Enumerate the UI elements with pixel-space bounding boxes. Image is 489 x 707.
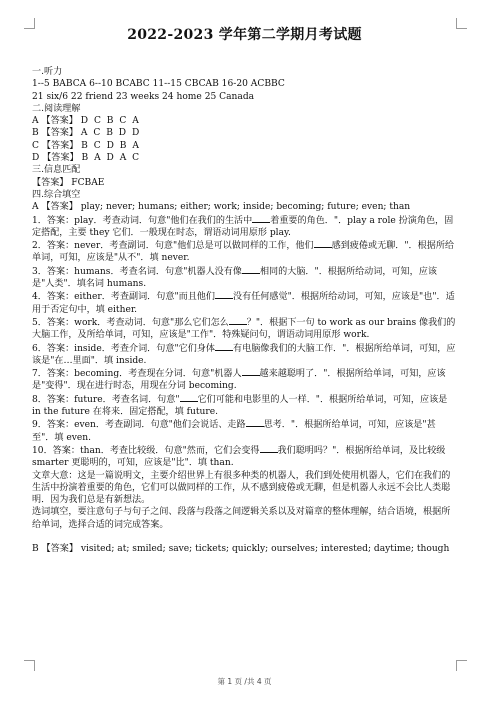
explanation-text: 它们可能和电影里的人一样．"．根据所给单词，可知，应该是 in the future 在将来．固定搭配，填 future. (32, 394, 448, 418)
blank-line (180, 393, 198, 402)
cloze-heading: 四.综合填空 (32, 189, 81, 200)
cloze-b-answers: B 【答案】 visited; at; smiled; save; tickets; quickly; ourselves; interested; daytime; though (32, 543, 450, 554)
matching-heading: 三.信息匹配 (32, 165, 81, 176)
explanation-text: 7．答案：becoming．考查现在分词．句意"机器人 (32, 369, 242, 380)
cloze-explanation-4 (32, 290, 457, 316)
answer-tag: 【答案】 (42, 153, 79, 164)
blank-line (242, 265, 260, 274)
reading-letter: C (32, 140, 39, 151)
reading-answer-b (32, 127, 457, 139)
explanation-text: 感到疲倦或无聊．"．根据所给单词，可知，应该是"从不"．填 never. (32, 241, 455, 264)
explanation-text: 着重要的角色．"．play a role 扮演角色，固定搭配，主要 they 它们．一般现在时态，谓语动词用原形 play. (32, 215, 454, 238)
explanation-text: 8．答案：future．考查名词．句意" (32, 394, 180, 405)
blank-line (242, 367, 260, 376)
blank-line (314, 239, 332, 248)
spacer (32, 531, 457, 543)
blank-line (252, 214, 270, 223)
explanation-text: 1．答案：play．考查动词．句意"他们在我们的生活中 (32, 215, 253, 226)
cloze-explanation-9 (32, 418, 457, 444)
listening-answers-line1: 1--5 BABCA 6--10 BCABC 11--15 CBCAB 16-20 ACBBC (32, 79, 285, 90)
explanation-text: 相同的大脑．"．根据所给动词，可知，应该是"人类"．填名词 humans. (32, 266, 437, 290)
cloze-explanation-8 (32, 393, 457, 419)
answer-tag: 【答案】 (41, 128, 78, 139)
answer-value: A C B D D (80, 128, 141, 139)
document-page (32, 24, 457, 555)
explanation-text: 我们聪明吗？"．根据所给单词，及比较级 smarter 更聪明的，可知，应该是"比"．填 than. (32, 445, 446, 469)
reading-answer-d (32, 152, 457, 164)
explanation-text: ？"．根据下一句 to work as our brains 像我们的大脑工作，及所给单词，可知，应该是"工作"．特殊疑问句，谓语动词用原形 work. (32, 317, 456, 341)
explanation-text: 没有任何感觉"．根据所给动词，可知，应该是"也"．适用于否定句中，填 either. (32, 292, 455, 315)
explanation-text: 6．答案：inside．考查介词．句意"它们身体 (32, 343, 216, 354)
answer-value: B A D A C (81, 153, 141, 164)
blank-line (215, 290, 233, 299)
cloze-section (32, 189, 457, 555)
explanation-text: 9．答案：even．考查副词．句意"他们会说话、走路 (32, 420, 246, 431)
cloze-explanation-3 (32, 265, 457, 291)
corner-mark-bottom-left (24, 660, 35, 671)
reading-letter: A (32, 116, 39, 127)
explanation-text: 3．答案：humans．考查名词．句意"机器人没有像 (32, 266, 242, 277)
corner-mark-top-right (456, 18, 467, 29)
explanation-text: 2．答案：never．考查副词．句意"他们总是可以做同样的工作，他们 (32, 241, 314, 252)
reading-letter: B (32, 128, 39, 139)
reading-answer-c (32, 140, 457, 152)
answer-value: D C B C A (80, 116, 141, 127)
matching-answer: 【答案】 FCBAE (32, 177, 105, 188)
matching-section (32, 164, 457, 189)
explanation-text: 有电脑像我们的大脑工作．"．根据所给单词，可知，应该是"在…里面"．填 inside. (32, 343, 456, 366)
corner-mark-bottom-right (456, 660, 467, 671)
blank-line (260, 444, 278, 453)
explanation-text: 思考．"．根据所给单词，可知，应该是"甚至"．填 even. (32, 420, 436, 443)
listening-answers-line2: 21 six/6 22 friend 23 weeks 24 home 25 Canada (32, 91, 255, 102)
cloze-explanation-7 (32, 367, 457, 393)
explanation-text: 4．答案：either．考查副词．句意"而且他们 (32, 292, 215, 303)
cloze-explanation-2 (32, 239, 457, 265)
page-title: 2022-2023 学年第二学期月考试题 (127, 27, 362, 43)
cloze-a-answers: A 【答案】 play; never; humans; either; work; inside; becoming; future; even; than (32, 202, 411, 213)
page-number-footer: 第 1 页 /共 4 页 (217, 677, 272, 686)
article-summary: 文章大意：这是一篇说明文，主要介绍世界上有很多种类的机器人，我们到处使用机器人，它们在我们的生活中扮演着重要的角色，它们可以做同样的工作，从不感到疲倦或无聊，但是机器人永远不会比人类聪明．因为我们总是有新想法。 (32, 470, 451, 506)
answer-value: B C D B A (81, 140, 141, 151)
blank-line (229, 316, 247, 325)
explanation-text: 5．答案：work．考查动词．句意"那么它们怎么 (32, 317, 229, 328)
reading-letter: D (32, 153, 40, 164)
answer-tag: 【答案】 (41, 116, 78, 127)
cloze-explanation-10 (32, 444, 457, 470)
listening-heading: 一.听力 (32, 67, 63, 77)
cloze-explanation-5 (32, 316, 457, 342)
blank-line (215, 342, 233, 351)
blank-line (246, 418, 264, 427)
reading-heading: 二.阅读理解 (32, 103, 81, 114)
answer-tag: 【答案】 (41, 140, 79, 151)
reading-answer-a (32, 115, 457, 127)
cloze-explanation-6 (32, 342, 457, 368)
explanation-text: 越来越聪明了．"．根据所给单词，可知，应该是"变得"．现在进行时态，用现在分词 becoming. (32, 369, 446, 392)
reading-section (32, 103, 457, 164)
cloze-explanation-1 (32, 214, 457, 240)
listening-section (32, 66, 457, 103)
method-note: 选词填空，要注意句子与句子之间、段落与段落之间逻辑关系以及对篇章的整体理解，结合语境，根据所给单词，选择合适的词完成答案。 (32, 507, 451, 530)
explanation-text: 10．答案：than．考查比较级．句意"然而，它们会变得 (32, 445, 260, 456)
